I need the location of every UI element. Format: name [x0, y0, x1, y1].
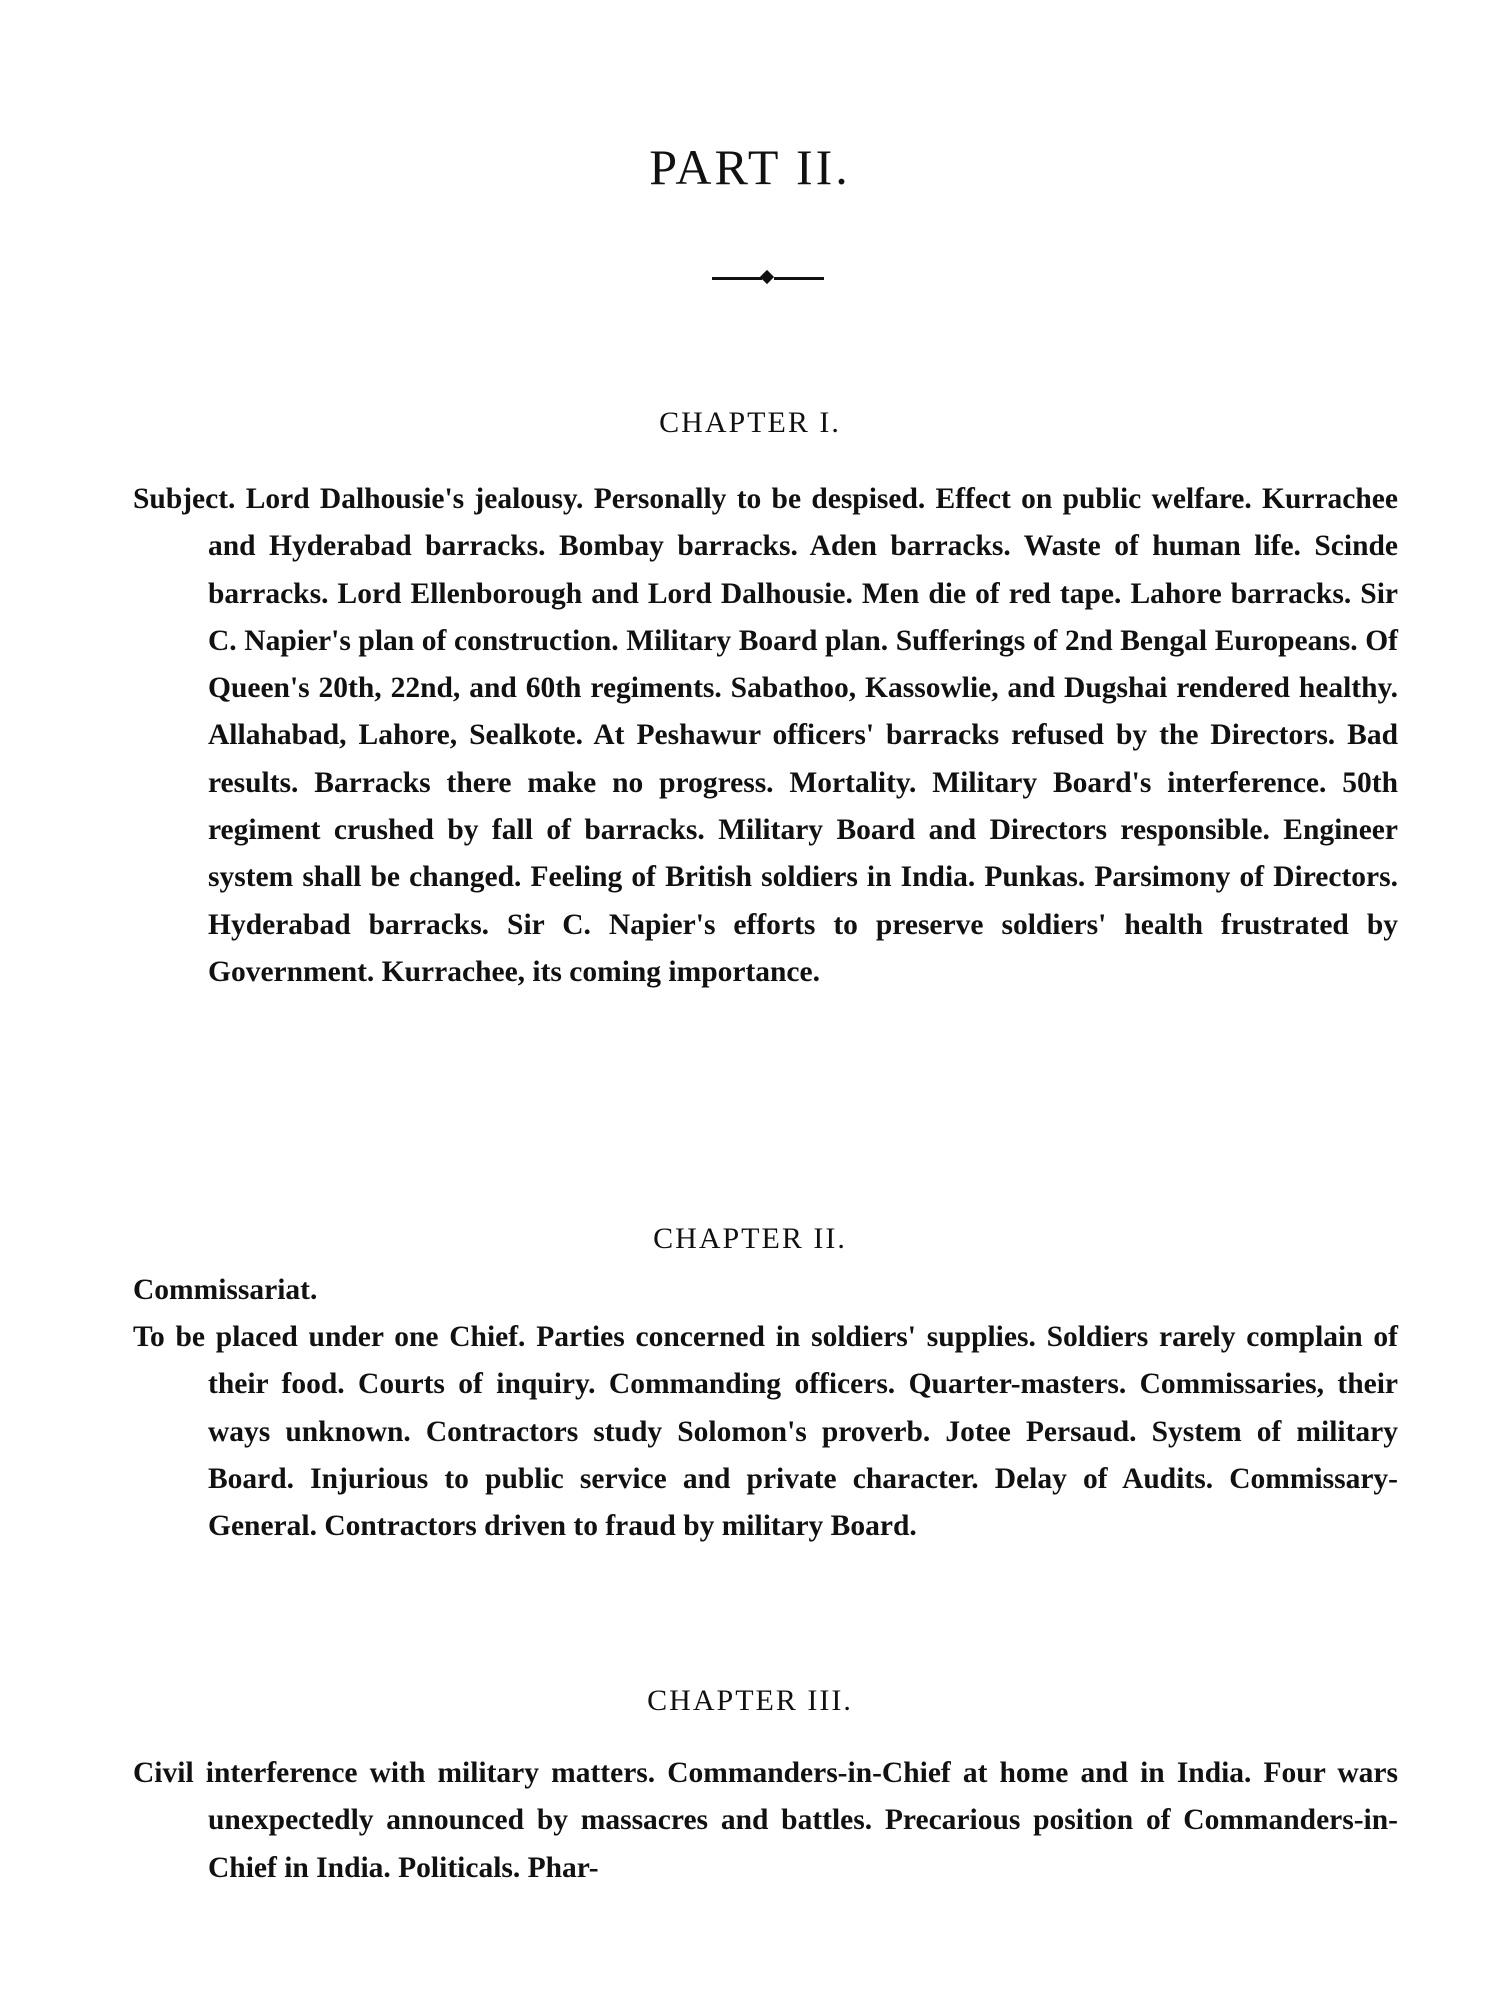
- chapter-1-summary: Subject. Lord Dalhousie's jealousy. Personally to be despised. Effect on public welfare. Kurrachee and Hyderabad barracks. Bombay barracks. Aden barracks. Waste of human life. Scinde barracks. Lord Ellenborough and Lord Dalhousie. Men die of red tape. Lahore barracks. Sir C. Napier's plan of construction. Military Board plan. Sufferings of 2nd Bengal Europeans. Of Queen's 20th, 22nd, and 60th regiments. Sabathoo, Kassowlie, and Dugshai rendered healthy. Allahabad, Lahore, Sealkote. At Peshawur officers' barracks refused by the Directors. Bad results. Barracks there make no progress. Mortality. Military Board's interference. 50th regiment crushed by fall of barracks. Military Board and Directors responsible. Engineer system shall be changed. Feeling of British soldiers in India. Punkas. Parsimony of Directors. Hyderabad barracks. Sir C. Napier's efforts to preserve soldiers' health frustrated by Government. Kurrachee, its coming importance.: [133, 483, 1398, 988]
- chapter-3-summary: Civil interference with military matters. Commanders-in-Chief at home and in India. Four wars unexpectedly announced by massacres and battles. Precarious position of Commanders-in-Chief in India. Politicals. Phar-: [133, 1757, 1398, 1884]
- chapter-2-subject-label: Commissariat.: [133, 1274, 318, 1306]
- divider-line-left: [712, 277, 762, 280]
- chapter-1-heading: CHAPTER I.: [659, 406, 841, 439]
- chapter-3-heading: CHAPTER III.: [647, 1684, 853, 1717]
- chapter-2-summary: To be placed under one Chief. Parties concerned in soldiers' supplies. Soldiers rarely complain of their food. Courts of inquiry. Commanding officers. Quarter-masters. Commissaries, their ways unknown. Contractors study Solomon's proverb. Jotee Persaud. System of military Board. Injurious to public service and private character. Delay of Audits. Commissary-General. Contractors driven to fraud by military Board.: [133, 1321, 1398, 1543]
- chapter-2-heading: CHAPTER II.: [653, 1222, 847, 1255]
- part-title: PART II.: [649, 139, 851, 195]
- divider-line-right: [774, 277, 824, 280]
- diamond-icon: [760, 270, 774, 284]
- divider-ornament: [712, 268, 824, 288]
